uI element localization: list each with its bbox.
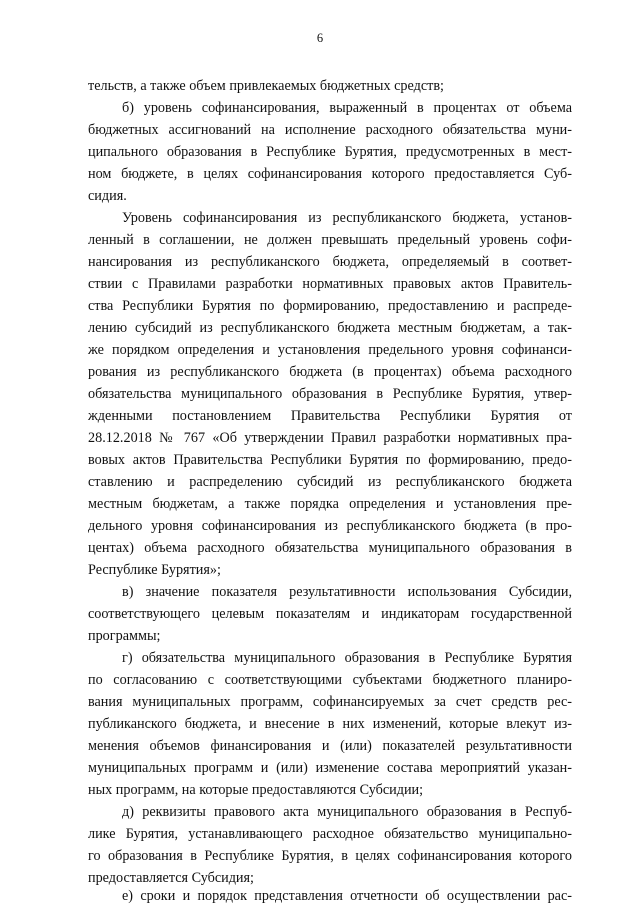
text-line: жденными постановлением Правительства Республики Бурятия от	[88, 408, 572, 424]
text-line: д) реквизиты правового акта муниципального образования в Респуб-	[122, 804, 572, 820]
text-line: центах) объема расходного обязательства муниципального образования в	[88, 540, 572, 556]
text-line: нансирования из республиканского бюджета, определяемый в соответ-	[88, 254, 572, 270]
text-line: дельного уровня софинансирования из республиканского бюджета (в про-	[88, 518, 572, 534]
text-line: б) уровень софинансирования, выраженный в процентах от объема	[122, 100, 572, 116]
text-line: сидия.	[88, 188, 127, 204]
text-line: публиканского бюджета, и внесение в них изменений, которые влекут из-	[88, 716, 572, 732]
text-line: менения объемов финансирования и (или) показателей результативности	[88, 738, 572, 754]
text-line: ных программ, на которые предоставляются Субсидии;	[88, 782, 424, 798]
text-line: предоставляется Субсидия;	[88, 870, 254, 886]
text-line: Республике Бурятия»;	[88, 562, 221, 578]
text-line: в) значение показателя результативности использования Субсидии,	[122, 584, 572, 600]
text-line: же порядком определения и установления предельного уровня софинанси-	[88, 342, 572, 358]
text-line: ставлению и распределению субсидий из республиканского бюджета	[88, 474, 572, 490]
text-line: г) обязательства муниципального образования в Республике Бурятия	[122, 650, 572, 666]
text-line: лике Бурятия, устанавливающего расходное обязательство муниципально-	[88, 826, 572, 842]
text-line: ном бюджете, в целях софинансирования которого предоставляется Суб-	[88, 166, 572, 182]
text-line: е) сроки и порядок представления отчетности об осуществлении рас-	[122, 888, 572, 904]
text-line: 28.12.2018 № 767 «Об утверждении Правил разработки нормативных пра-	[88, 430, 572, 446]
text-line: бюджетных ассигнований на исполнение расходного обязательства муни-	[88, 122, 572, 138]
text-line: тельств, а также объем привлекаемых бюджетных средств;	[88, 78, 444, 94]
text-line: ципального образования в Республике Бурятия, предусмотренных в мест-	[88, 144, 572, 160]
text-line: местным бюджетам, а также порядка определения и установления пре-	[88, 496, 572, 512]
text-line: обязательства муниципального образования в Республике Бурятия, утвер-	[88, 386, 572, 402]
text-line: вовых актов Правительства Республики Бурятия по формированию, предо-	[88, 452, 572, 468]
text-line: ствии с Правилами разработки нормативных правовых актов Правитель-	[88, 276, 572, 292]
text-line: го образования в Республике Бурятия, в целях софинансирования которого	[88, 848, 572, 864]
text-line: ленный в соглашении, не должен превышать предельный уровень софи-	[88, 232, 572, 248]
text-line: ства Республики Бурятия по формированию, предоставлению и распреде-	[88, 298, 572, 314]
text-line: соответствующего целевым показателям и индикаторам государственной	[88, 606, 572, 622]
page-number: 6	[316, 31, 324, 45]
text-line: муниципальных программ и (или) изменение состава мероприятий указан-	[88, 760, 572, 776]
text-line: по согласованию с соответствующими субъектами бюджетного планиро-	[88, 672, 572, 688]
text-line: вания муниципальных программ, софинансируемых за счет средств рес-	[88, 694, 572, 710]
text-line: рования из республиканского бюджета (в процентах) объема расходного	[88, 364, 572, 380]
text-line: лению субсидий из республиканского бюджета местным бюджетам, а так-	[88, 320, 572, 336]
text-line: Уровень софинансирования из республиканского бюджета, установ-	[122, 210, 572, 226]
text-line: программы;	[88, 628, 161, 644]
